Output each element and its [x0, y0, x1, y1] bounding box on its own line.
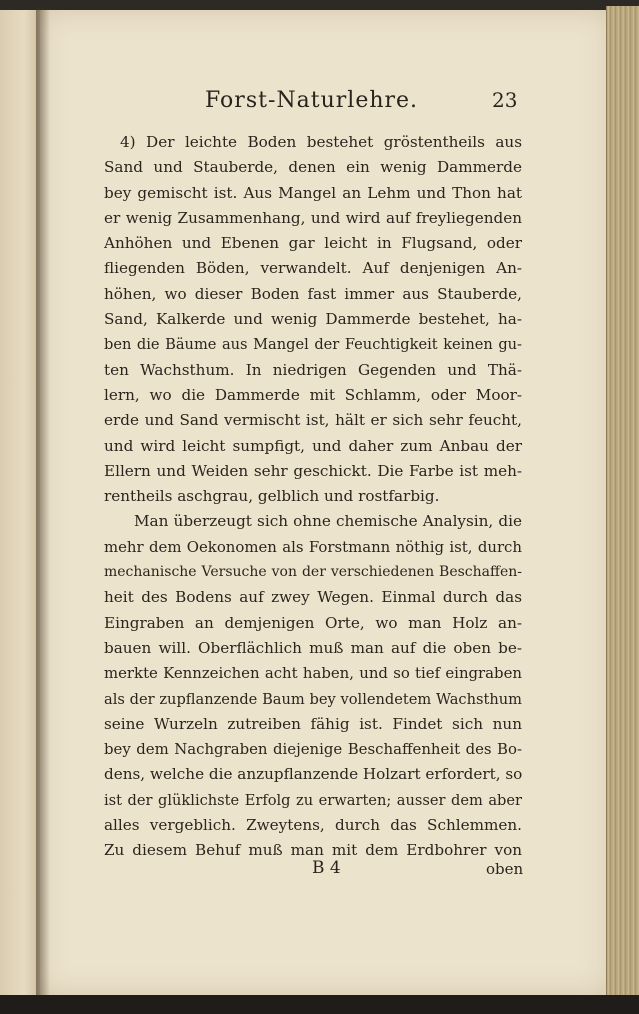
- page-number: 23: [492, 88, 518, 112]
- scan-background-top: [0, 0, 639, 10]
- body-text: [104, 130, 522, 864]
- text-line: mehr dem Oekonomen als Forstmann nöthig ist, durch: [104, 537, 522, 556]
- text-line: 4) Der leichte Boden bestehet gröstentheils aus: [120, 133, 522, 151]
- text-line: ist der glüklichste Erfolg zu erwarten; ausser dem aber: [104, 791, 522, 809]
- text-line: Ellern und Weiden sehr geschickt. Die Farbe ist meh-: [104, 461, 522, 480]
- text-line: lern, wo die Dammerde mit Schlamm, oder Moor-: [104, 385, 522, 404]
- text-line: als der zupflanzende Baum bey vollendetem Wachsthum: [104, 690, 522, 708]
- text-line: merkte Kennzeichen acht haben, und so tief eingraben: [104, 664, 522, 683]
- scan-background-bottom: [0, 995, 639, 1014]
- running-header-title: Forst-Naturlehre.: [205, 88, 419, 113]
- text-line: Sand und Stauberde, denen ein wenig Dammerde: [104, 158, 522, 177]
- text-line: rentheils aschgrau, gelblich und rostfarbig.: [104, 487, 440, 506]
- text-line: bauen will. Oberflächlich muß man auf die oben be-: [104, 638, 522, 657]
- page-gutter-shadow: [36, 8, 50, 1003]
- text-line: bey dem Nachgraben diejenige Beschaffenheit des Bo-: [104, 740, 522, 759]
- text-line: fliegenden Böden, verwandelt. Auf denjenigen An-: [104, 259, 522, 278]
- text-line: er wenig Zusammenhang, und wird auf freyliegenden: [104, 208, 522, 227]
- facing-page-edge: [0, 10, 41, 1000]
- page-edge-stack: [606, 6, 639, 1006]
- text-line: Sand, Kalkerde und wenig Dammerde bestehet, ha-: [104, 310, 522, 329]
- catchword: oben: [486, 860, 524, 878]
- text-line: und wird leicht sumpfigt, und daher zum Anbau der: [104, 436, 522, 455]
- text-line: alles vergeblich. Zweytens, durch das Schlemmen.: [104, 816, 522, 835]
- text-line: ben die Bäume aus Mangel der Feuchtigkeit keinen gu-: [104, 336, 522, 354]
- text-line: erde und Sand vermischt ist, hält er sich sehr feucht,: [104, 411, 522, 430]
- signature-mark: B 4: [312, 858, 341, 878]
- text-line: Man überzeugt sich ohne chemische Analysin, die: [134, 512, 522, 531]
- text-line: ten Wachsthum. In niedrigen Gegenden und Thä-: [104, 360, 522, 379]
- text-line: mechanische Versuche von der verschiedenen Beschaffen-: [104, 564, 522, 581]
- text-line: Eingraben an demjenigen Orte, wo man Holz an-: [104, 613, 522, 632]
- text-line: bey gemischt ist. Aus Mangel an Lehm und Thon hat: [104, 183, 522, 202]
- text-line: dens, welche die anzupflanzende Holzart erfordert, so: [104, 765, 522, 784]
- text-line: höhen, wo dieser Boden fast immer aus Stauberde,: [104, 284, 522, 303]
- text-line: Zu diesem Behuf muß man mit dem Erdbohrer von: [104, 841, 522, 860]
- text-line: Anhöhen und Ebenen gar leicht in Flugsand, oder: [104, 234, 522, 253]
- text-line: heit des Bodens auf zwey Wegen. Einmal durch das: [104, 588, 522, 607]
- text-line: seine Wurzeln zutreiben fähig ist. Findet sich nun: [104, 714, 522, 733]
